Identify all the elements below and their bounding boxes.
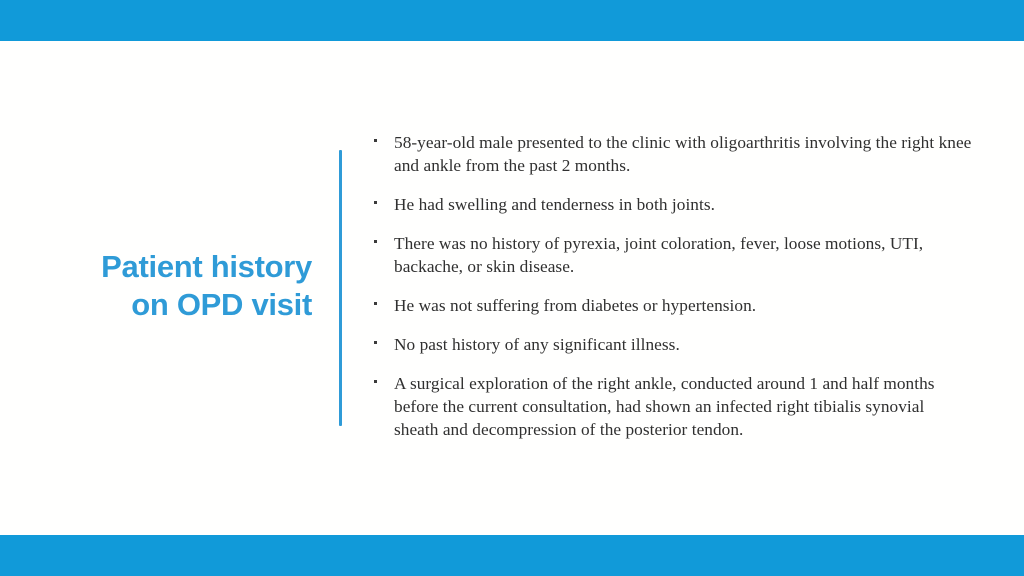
bullet-marker-icon xyxy=(374,302,377,305)
slide-title xyxy=(40,248,312,324)
list-item-text: He was not suffering from diabetes or hypertension. xyxy=(394,296,757,315)
list-item-text: There was no history of pyrexia, joint coloration, fever, loose motions, UTI, backache, or skin disease. xyxy=(394,234,924,276)
list-item-text: He had swelling and tenderness in both joints. xyxy=(394,195,715,214)
bullet-list xyxy=(372,131,972,441)
bullet-marker-icon xyxy=(374,201,377,204)
title-line-2: on OPD visit xyxy=(131,287,312,322)
list-item xyxy=(372,131,972,177)
list-item xyxy=(372,333,972,356)
list-item-text: No past history of any significant illness. xyxy=(394,335,680,354)
title-line-1: Patient history xyxy=(101,249,312,284)
list-item xyxy=(372,193,972,216)
bullet-marker-icon xyxy=(374,139,377,142)
bullet-marker-icon xyxy=(374,341,377,344)
list-item xyxy=(372,294,972,317)
top-accent-bar xyxy=(0,0,1024,41)
vertical-divider xyxy=(339,150,342,426)
bullet-marker-icon xyxy=(374,380,377,383)
list-item-text: 58-year-old male presented to the clinic with oligoarthritis involving the right knee and ankle from the past 2 months. xyxy=(394,133,972,175)
list-item xyxy=(372,372,972,441)
bullet-marker-icon xyxy=(374,240,377,243)
list-item-text: A surgical exploration of the right ankle, conducted around 1 and half months before the current consultation, had shown an infected right tibialis synovial sheath and decompression of the posterior tendon. xyxy=(394,374,935,439)
list-item xyxy=(372,232,972,278)
bottom-accent-bar xyxy=(0,535,1024,576)
